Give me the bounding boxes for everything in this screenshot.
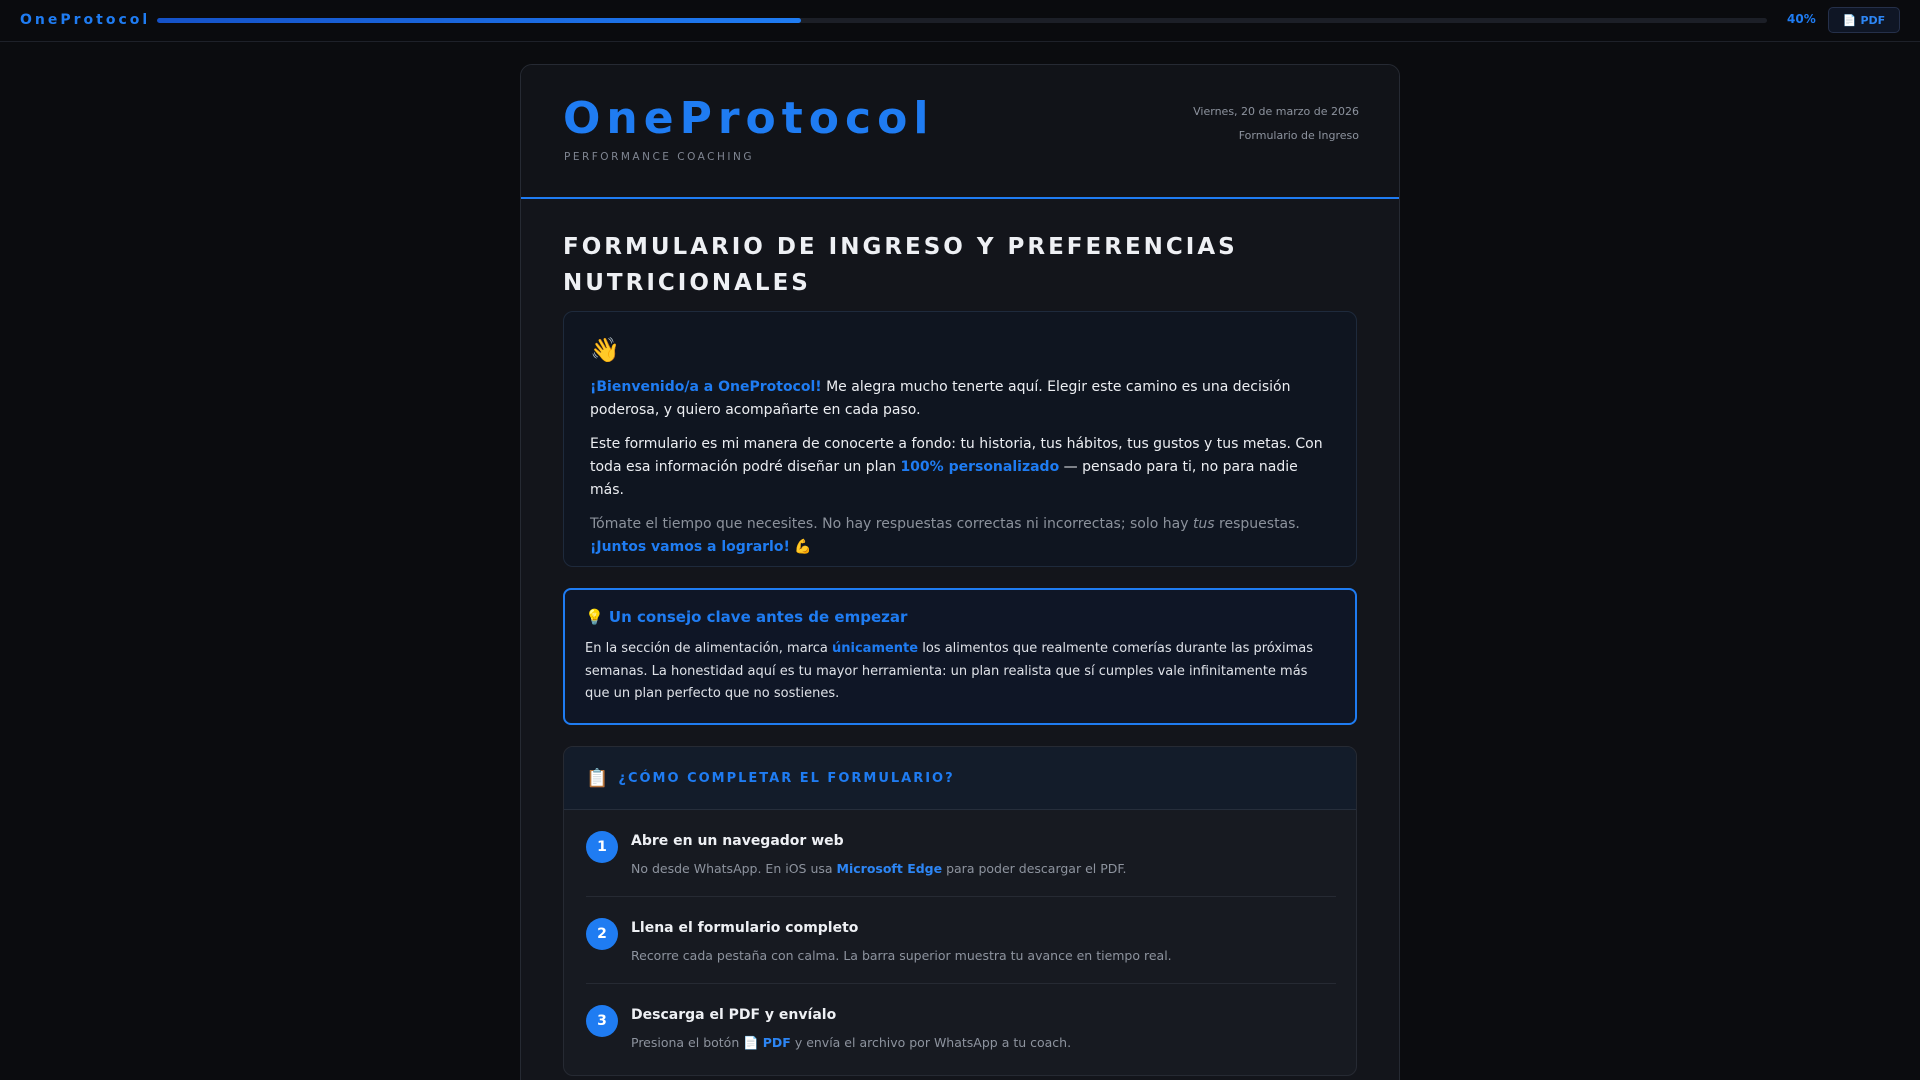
flexed-arm-icon: 💪 [789, 539, 812, 555]
progress-bar [157, 18, 1767, 23]
step-description [631, 1035, 1071, 1051]
welcome-text-3b: respuestas. [1214, 516, 1300, 532]
tip-text-a: En la sección de alimentación, marca [585, 641, 832, 656]
welcome-paragraph-3 [590, 513, 1330, 559]
step-desc-b: para poder descargar el PDF. [942, 861, 1127, 876]
page-title: FORMULARIO DE INGRESO Y PREFERENCIAS NUTRICIONALES [563, 234, 1238, 296]
step-desc-a: No desde WhatsApp. En iOS usa [631, 861, 837, 876]
card-header [521, 65, 1400, 199]
step-number: 2 [586, 918, 618, 950]
tip-title [585, 608, 1335, 626]
step-title: Abre en un navegador web [631, 833, 844, 849]
header-date: Viernes, 20 de marzo de 2026 [1193, 105, 1359, 118]
step-desc-a: Presiona el botón 📄 [631, 1035, 763, 1050]
top-bar-brand: OneProtocol [20, 12, 151, 28]
clipboard-icon: 📋 [586, 767, 609, 789]
document-icon: 📄 [1842, 13, 1857, 27]
welcome-text-2b: — pensado para ti, no para nadie más. [590, 459, 1298, 498]
tip-box [563, 588, 1357, 725]
welcome-paragraph-2 [590, 433, 1330, 502]
step-desc-a: Recorre cada pestaña con calma. La barra superior muestra tu avance en tiempo real. [631, 948, 1172, 963]
step-desc-highlight: PDF [762, 1035, 791, 1050]
progress-bar-fill [157, 18, 801, 23]
step-description [631, 861, 1127, 876]
personalized-highlight: 100% personalizado [900, 459, 1060, 475]
top-bar [0, 0, 1920, 42]
step-description [631, 948, 1172, 963]
progress-percent: 40% [1787, 12, 1816, 26]
step-item [586, 985, 1336, 1071]
pdf-download-button[interactable] [1828, 7, 1900, 33]
step-item [586, 811, 1336, 897]
form-card [520, 64, 1400, 1080]
welcome-text-2a: Este formulario es mi manera de conocerte a fondo: tu historia, tus hábitos, tus gustos y tus metas. Con toda esa información podré diseñar un plan [590, 436, 1323, 475]
tip-highlight: únicamente [832, 641, 919, 656]
step-title: Llena el formulario completo [631, 920, 859, 936]
lightbulb-icon: 💡 [585, 608, 604, 626]
welcome-text-1: Me alegra mucho tenerte aquí. Elegir este camino es una decisión poderosa, y quiero acompañarte en cada paso. [590, 379, 1291, 418]
welcome-greeting: ¡Bienvenido/a a OneProtocol! [590, 379, 822, 395]
step-desc-b: y envía el archivo por WhatsApp a tu coach. [790, 1035, 1072, 1050]
welcome-closing: ¡Juntos vamos a lograrlo! [590, 539, 790, 555]
logo: OneProtocol [563, 93, 935, 144]
step-desc-highlight: Microsoft Edge [836, 861, 943, 876]
instructions-header [564, 747, 1356, 810]
step-item [586, 898, 1336, 984]
step-number: 3 [586, 1005, 618, 1037]
tip-text-b: los alimentos que realmente comerías durante las próximas semanas. La honestidad aquí es tu mayor herramienta: un plan realista que sí cumples vale infinitamente más que un plan perfecto que no sostienes. [585, 641, 1314, 701]
header-form-name: Formulario de Ingreso [1238, 129, 1359, 142]
welcome-box [563, 311, 1357, 567]
waving-hand-icon: 👋 [590, 336, 620, 364]
tagline: PERFORMANCE COACHING [564, 151, 754, 163]
step-title: Descarga el PDF y envíalo [631, 1007, 837, 1023]
welcome-text-3-em: tus [1192, 516, 1215, 532]
tip-body [585, 638, 1335, 706]
welcome-paragraph-1 [590, 376, 1330, 422]
tip-title-text: Un consejo clave antes de empezar [608, 608, 908, 626]
instructions-title: ¿CÓMO COMPLETAR EL FORMULARIO? [618, 770, 955, 786]
instructions-box [563, 746, 1357, 1076]
step-number: 1 [586, 831, 618, 863]
welcome-text-3a: Tómate el tiempo que necesites. No hay respuestas correctas ni incorrectas; solo hay [590, 516, 1193, 532]
pdf-button-label: PDF [1860, 13, 1886, 27]
